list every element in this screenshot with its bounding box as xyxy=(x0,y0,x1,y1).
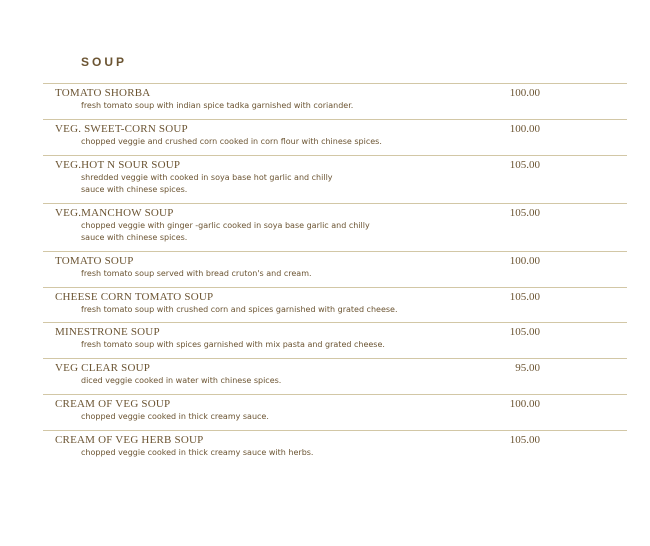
item-description: chopped veggie cooked in thick creamy sauce with herbs. xyxy=(81,448,314,457)
menu-item xyxy=(43,252,627,288)
item-name: CREAM OF VEG HERB SOUP xyxy=(55,434,204,446)
item-description: diced veggie cooked in water with chinese spices. xyxy=(81,376,282,385)
menu-item xyxy=(43,395,627,431)
item-name: VEG CLEAR SOUP xyxy=(55,362,151,374)
item-price: 105.00 xyxy=(509,159,540,171)
item-price: 100.00 xyxy=(509,255,540,267)
item-price: 105.00 xyxy=(509,326,540,338)
item-name: VEG.HOT N SOUR SOUP xyxy=(55,159,181,171)
menu-item xyxy=(43,204,627,252)
item-description: fresh tomato soup with crushed corn and spices garnished with grated cheese. xyxy=(81,305,398,314)
item-price: 105.00 xyxy=(509,291,540,303)
item-name: CHEESE CORN TOMATO SOUP xyxy=(55,291,214,303)
item-description: chopped veggie and crushed corn cooked in corn flour with chinese spices. xyxy=(81,137,382,146)
item-name: VEG.MANCHOW SOUP xyxy=(55,207,174,219)
item-description: fresh tomato soup with spices garnished with mix pasta and grated cheese. xyxy=(81,340,385,349)
menu-item xyxy=(43,431,627,461)
item-price: 95.00 xyxy=(515,362,540,374)
item-name: TOMATO SHORBA xyxy=(55,87,151,99)
item-name: TOMATO SOUP xyxy=(55,255,134,267)
menu-item xyxy=(43,120,627,156)
item-price: 100.00 xyxy=(509,123,540,135)
menu-item xyxy=(43,288,627,323)
item-description: chopped veggie cooked in thick creamy sauce. xyxy=(81,412,269,421)
item-description: chopped veggie with ginger -garlic cooked in soya base garlic and chilly sauce with chinese spices. xyxy=(81,221,370,242)
item-price: 105.00 xyxy=(509,207,540,219)
menu-item xyxy=(43,156,627,204)
item-description: fresh tomato soup served with bread cruton's and cream. xyxy=(81,269,312,278)
menu-item xyxy=(43,359,627,395)
item-price: 105.00 xyxy=(509,434,540,446)
item-name: VEG. SWEET-CORN SOUP xyxy=(55,123,188,135)
item-price: 100.00 xyxy=(509,398,540,410)
item-price: 100.00 xyxy=(509,87,540,99)
section-title: SOUP xyxy=(81,55,128,69)
item-name: CREAM OF VEG SOUP xyxy=(55,398,171,410)
item-description: shredded veggie with cooked in soya base hot garlic and chilly sauce with chinese spices. xyxy=(81,173,333,194)
menu-list xyxy=(43,83,627,461)
menu-item xyxy=(43,84,627,120)
item-name: MINESTRONE SOUP xyxy=(55,326,160,338)
menu-item xyxy=(43,323,627,359)
item-description: fresh tomato soup with indian spice tadka garnished with coriander. xyxy=(81,101,354,110)
